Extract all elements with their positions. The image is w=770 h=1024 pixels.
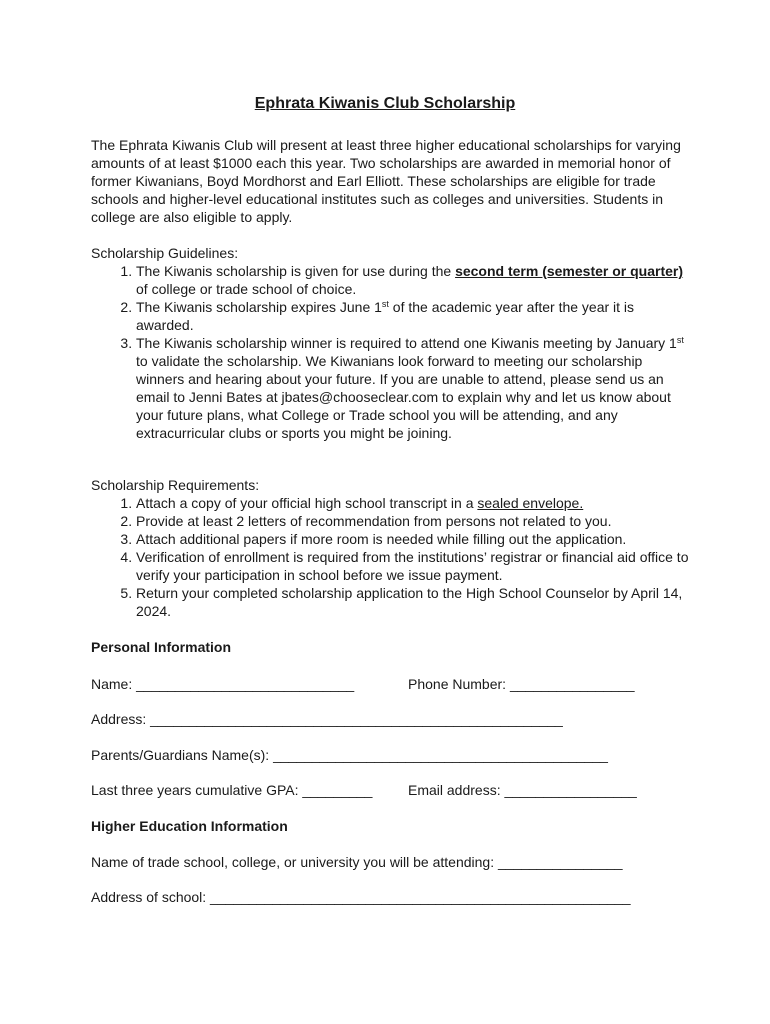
higher-ed-heading: Higher Education Information (91, 818, 288, 834)
school-address-field[interactable]: Address of school: ______________________________________________________ (91, 889, 631, 905)
requirement-1-text: Attach a copy of your official high school transcript in a (136, 495, 478, 511)
requirements-list (91, 494, 691, 620)
guideline-3-text: The Kiwanis scholarship winner is required to attend one Kiwanis meeting by January 1 (136, 335, 677, 351)
intro-paragraph (91, 136, 691, 226)
guideline-3-rest: to validate the scholarship. We Kiwanians look forward to meeting our scholarship winners and hearing about your future. If you are unable to attend, please send us an email to Jenni Bates at jbates@chooseclear.com to explain why and let us know about your future plans, what College or Trade school you will be attending, and any extracurricular clubs or sports you might be joining. (136, 353, 671, 441)
guideline-2-text: The Kiwanis scholarship expires June 1 (136, 299, 382, 315)
school-name-field[interactable]: Name of trade school, college, or university you will be attending: ________________ (91, 854, 623, 870)
requirement-item: 3. Attach additional papers if more room is needed while filling out the application. (136, 530, 691, 548)
requirement-1-emphasis: sealed envelope. (477, 495, 584, 511)
requirement-item: 4. Verification of enrollment is required from the institutions’ registrar or financial aid office to verify your participation in school before we issue payment. (136, 548, 691, 584)
guideline-2-sup: st (381, 299, 389, 309)
personal-info-heading: Personal Information (91, 639, 232, 655)
guidelines-list (91, 262, 691, 442)
email-field[interactable]: Email address: _________________ (408, 782, 637, 798)
requirements-section (91, 476, 691, 620)
guideline-2-rest: of the academic year after the year it is awarded. (136, 299, 635, 333)
guidelines-heading: Scholarship Guidelines: (91, 245, 239, 261)
requirement-item: 2. Provide at least 2 letters of recommendation from persons not related to you. (136, 512, 691, 530)
requirements-heading: Scholarship Requirements: (91, 477, 260, 493)
phone-field[interactable]: Phone Number: ________________ (408, 676, 635, 692)
guideline-item (136, 334, 691, 442)
document-title: Ephrata Kiwanis Club Scholarship (254, 95, 516, 112)
gpa-field[interactable]: Last three years cumulative GPA: _________ (91, 782, 373, 798)
guideline-1-text: The Kiwanis scholarship is given for use during the (136, 263, 456, 279)
requirement-item (136, 494, 691, 512)
guideline-item (136, 298, 691, 334)
guideline-item (136, 262, 691, 298)
requirement-item: 5. Return your completed scholarship application to the High School Counselor by April 14, 2024. (136, 584, 691, 620)
parents-field[interactable]: Parents/Guardians Name(s): ___________________________________________ (91, 747, 608, 763)
guidelines-section (91, 244, 691, 442)
guideline-1-rest: of college or trade school of choice. (136, 281, 357, 297)
address-field[interactable]: Address: _____________________________________________________ (91, 711, 563, 727)
name-field[interactable]: Name: ____________________________ (91, 676, 355, 692)
intro-text: The Ephrata Kiwanis Club will present at least three higher educational scholarships for varying amounts of at least $1000 each this year. Two scholarships are awarded in memorial honor of former Kiwanians, Boyd Mordhorst and Earl Elliott. These scholarships are eligible for trade schools and higher-level educational institutes such as colleges and universities. Students in college are also eligible to apply. (91, 137, 681, 225)
guideline-1-emphasis: second term (semester or quarter) (455, 263, 684, 279)
guideline-3-sup: st (676, 335, 684, 345)
